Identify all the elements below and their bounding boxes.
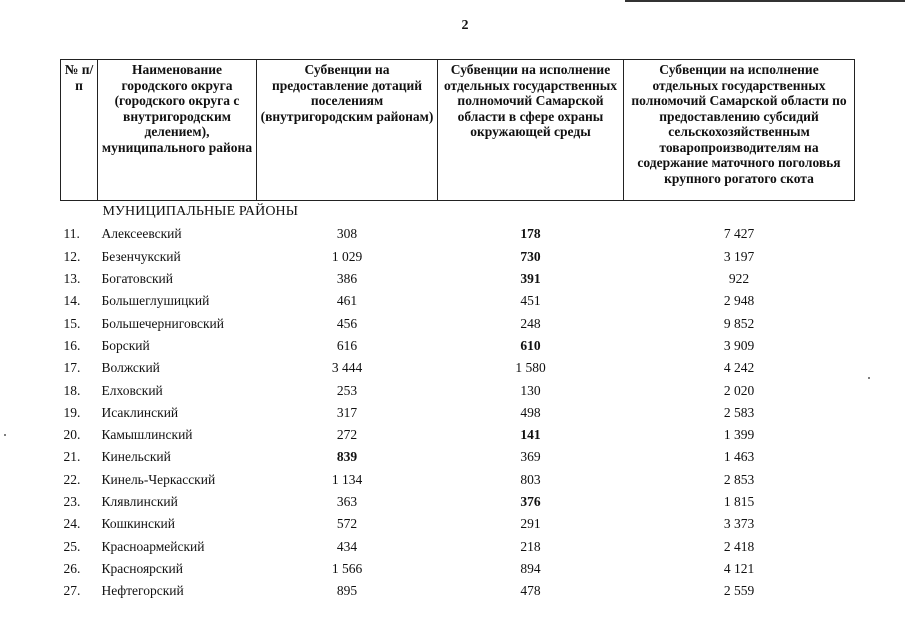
table-row bbox=[61, 290, 855, 312]
table-row bbox=[61, 580, 855, 602]
value-cattle: 2 559 bbox=[723, 583, 755, 599]
value-cattle: 4 242 bbox=[723, 360, 755, 376]
value-cattle: 922 bbox=[728, 271, 750, 287]
value-environment: 730 bbox=[520, 248, 541, 264]
value-cattle: 1 463 bbox=[723, 449, 755, 465]
district-name: Кошкинский bbox=[101, 516, 175, 532]
value-grants: 616 bbox=[336, 337, 358, 353]
row-number: 24. bbox=[63, 516, 81, 532]
table-body bbox=[61, 201, 855, 603]
value-grants: 572 bbox=[336, 516, 358, 532]
value-environment: 894 bbox=[520, 560, 541, 576]
table-row bbox=[61, 379, 855, 401]
district-name: Алексеевский bbox=[101, 226, 182, 242]
header-number: № п/п bbox=[61, 60, 98, 201]
value-environment: 178 bbox=[520, 226, 541, 242]
table-row bbox=[61, 268, 855, 290]
value-environment: 1 580 bbox=[515, 360, 546, 376]
district-name: Борский bbox=[101, 337, 150, 353]
value-environment: 291 bbox=[520, 516, 541, 532]
table-row bbox=[61, 335, 855, 357]
value-environment: 451 bbox=[520, 293, 541, 309]
row-number: 13. bbox=[63, 271, 81, 287]
district-name: Красноярский bbox=[101, 560, 183, 576]
row-number: 26. bbox=[63, 560, 81, 576]
value-grants: 317 bbox=[336, 404, 358, 420]
district-name: Безенчукский bbox=[101, 248, 181, 264]
value-grants: 253 bbox=[336, 382, 358, 398]
scan-speck bbox=[4, 434, 6, 436]
value-grants: 1 566 bbox=[331, 560, 363, 576]
header-subvention-environment: Субвенции на исполнение отдельных государственных полномочий Самарской области в сфере охраны окружающей среды bbox=[438, 60, 624, 201]
value-cattle: 2 853 bbox=[723, 471, 755, 487]
table-row bbox=[61, 446, 855, 468]
value-cattle: 7 427 bbox=[723, 226, 755, 242]
row-number: 12. bbox=[63, 248, 81, 264]
value-cattle: 3 197 bbox=[723, 248, 755, 264]
value-environment: 130 bbox=[520, 382, 541, 398]
page-number: 2 bbox=[461, 18, 469, 33]
value-grants: 308 bbox=[336, 226, 358, 242]
district-name: Большеглушицкий bbox=[101, 293, 210, 309]
value-environment: 376 bbox=[520, 494, 541, 509]
table-row bbox=[61, 469, 855, 491]
district-name: Камышлинский bbox=[101, 427, 193, 443]
district-name: Волжский bbox=[101, 360, 160, 376]
section-title: МУНИЦИПАЛЬНЫЕ РАЙОНЫ bbox=[102, 204, 299, 220]
row-number: 18. bbox=[63, 382, 81, 398]
value-environment: 610 bbox=[520, 337, 541, 353]
table-row bbox=[61, 402, 855, 424]
value-environment: 141 bbox=[520, 427, 541, 443]
district-name: Нефтегорский bbox=[101, 583, 184, 599]
value-cattle: 2 948 bbox=[723, 293, 755, 309]
value-grants: 456 bbox=[336, 315, 358, 331]
table-row bbox=[61, 558, 855, 580]
table-row bbox=[61, 424, 855, 446]
table-row bbox=[61, 535, 855, 557]
value-cattle: 3 373 bbox=[723, 516, 755, 532]
district-name: Кинель-Черкасский bbox=[101, 471, 216, 487]
value-cattle: 9 852 bbox=[723, 315, 755, 331]
table-row bbox=[61, 491, 855, 513]
value-grants: 895 bbox=[336, 583, 358, 599]
district-name: Большечерниговский bbox=[101, 315, 224, 331]
row-number: 11. bbox=[63, 226, 80, 242]
top-edge-line bbox=[625, 0, 905, 2]
subventions-table bbox=[60, 59, 855, 602]
table-header-row bbox=[61, 60, 855, 201]
value-environment: 218 bbox=[520, 538, 541, 554]
district-name: Кинельский bbox=[101, 449, 171, 465]
row-number: 27. bbox=[63, 583, 81, 599]
value-grants: 839 bbox=[336, 449, 358, 465]
value-grants: 386 bbox=[336, 271, 358, 287]
table-row bbox=[61, 357, 855, 379]
district-name: Красноармейский bbox=[101, 538, 205, 554]
value-environment: 369 bbox=[520, 449, 541, 465]
table-row bbox=[61, 223, 855, 245]
value-cattle: 2 583 bbox=[723, 404, 755, 420]
scan-speck bbox=[868, 377, 870, 379]
value-grants: 3 444 bbox=[331, 360, 363, 376]
district-name: Клявлинский bbox=[101, 494, 178, 509]
row-number: 15. bbox=[63, 315, 81, 331]
row-number: 22. bbox=[63, 471, 81, 487]
district-name: Елховский bbox=[101, 382, 163, 398]
table-row bbox=[61, 513, 855, 535]
table-row bbox=[61, 246, 855, 268]
district-name: Богатовский bbox=[101, 271, 173, 287]
row-number: 25. bbox=[63, 538, 81, 554]
value-cattle: 2 418 bbox=[723, 538, 755, 554]
value-grants: 272 bbox=[336, 427, 358, 443]
value-cattle: 1 399 bbox=[723, 427, 755, 443]
value-environment: 391 bbox=[520, 271, 541, 287]
value-grants: 1 029 bbox=[331, 248, 363, 264]
value-cattle: 2 020 bbox=[723, 382, 755, 398]
row-number: 14. bbox=[63, 293, 81, 309]
district-name: Исаклинский bbox=[101, 404, 179, 420]
section-row bbox=[61, 201, 855, 224]
table-row bbox=[61, 312, 855, 334]
value-grants: 461 bbox=[336, 293, 358, 309]
value-grants: 434 bbox=[336, 538, 358, 554]
value-grants: 1 134 bbox=[331, 471, 363, 487]
value-cattle: 1 815 bbox=[723, 494, 755, 509]
value-environment: 478 bbox=[520, 583, 541, 599]
row-number: 20. bbox=[63, 427, 81, 443]
value-cattle: 4 121 bbox=[723, 560, 755, 576]
row-number: 23. bbox=[63, 494, 81, 509]
row-number: 21. bbox=[63, 449, 81, 465]
value-cattle: 3 909 bbox=[723, 337, 755, 353]
row-number: 19. bbox=[63, 404, 81, 420]
row-number: 17. bbox=[63, 360, 81, 376]
header-subvention-grants: Субвенции на предоставление дотаций поселениям (внутригородским районам) bbox=[257, 60, 438, 201]
value-environment: 498 bbox=[520, 404, 541, 420]
value-grants: 363 bbox=[336, 494, 358, 509]
row-number: 16. bbox=[63, 337, 81, 353]
value-environment: 803 bbox=[520, 471, 541, 487]
header-name: Наименование городского округа (городского округа с внутригородским делением), муниципального района bbox=[98, 60, 257, 201]
value-environment: 248 bbox=[520, 315, 541, 331]
header-subvention-cattle: Субвенции на исполнение отдельных государственных полномочий Самарской области по предоставлению субсидий сельскохозяйственным товаропроизводителям на содержание маточного поголовья крупного рогатого скота bbox=[624, 60, 855, 201]
